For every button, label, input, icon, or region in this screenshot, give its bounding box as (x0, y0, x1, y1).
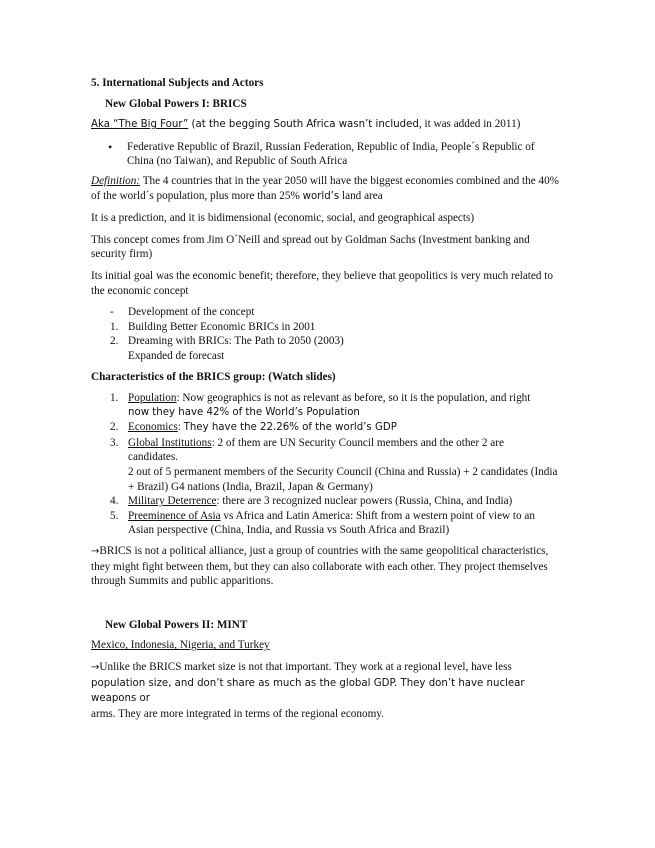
summary-text: BRICS is not a political alliance, just a group of countries with the same geopolitical characteristics, they might fight between them, but they can also collaborate with each other. They project themselves through Summits and public apparitions. (91, 545, 549, 588)
aka-rest-sans: (at the begging South Africa wasn’t included (188, 119, 419, 131)
brics-title: New Global Powers I: BRICS (105, 97, 247, 110)
list-marker: 1. (110, 320, 119, 333)
characteristics-title: Characteristics of the BRICS group: (Watch slides) (91, 370, 336, 383)
item-label: Military Deterrence (128, 495, 217, 508)
definition-text: The 4 countries that in the year 2050 will have the biggest economies combined and the 40% of the world´s population, plus more than 25% (91, 174, 559, 202)
list-item (91, 305, 561, 320)
item-text-sans: They have the 22.26% of the world’s GDP (183, 422, 397, 434)
item-label: Economics (128, 421, 178, 434)
list-item (91, 334, 561, 349)
item-continuation: Asian perspective (China, India, and Russia vs South Africa and Brazil) (128, 524, 450, 537)
definition-end: land area (339, 189, 383, 202)
aka-line (91, 117, 561, 133)
mint-line-3: arms. They are more integrated in terms of the regional economy. (91, 707, 384, 720)
list-marker: 3. (110, 436, 119, 449)
goal-paragraph: Its initial goal was the economic benefit; therefore, they believe that geopolitics is very much related to the economic concept (91, 269, 553, 297)
item-continuation: candidates. (128, 451, 179, 464)
list-marker: - (110, 306, 114, 319)
definition-sans: world’s (302, 190, 340, 202)
item-text: vs Africa and Latin America: Shift from a western point of view to an (220, 509, 535, 522)
item-text: : 2 of them are UN Security Council members and the other 2 are (211, 436, 504, 449)
list-item (91, 509, 561, 524)
concept-paragraph: This concept comes from Jim O´Neill and spread out by Goldman Sachs (Investment banking and security firm) (91, 233, 530, 261)
list-text: Development of the concept (128, 306, 255, 319)
list-marker: 2. (110, 335, 119, 348)
arrow-icon: → (91, 662, 100, 673)
aka-underlined: Aka “The Big Four” (91, 119, 189, 131)
item-label: Preeminence of Asia (128, 509, 221, 522)
mint-line-2: population size, and don’t share as much as the global GDP. They don’t have nuclear weapons or (91, 677, 525, 705)
brics-report-list (91, 305, 561, 363)
list-marker: 5. (110, 509, 119, 522)
list-continuation: Expanded de forecast (128, 349, 225, 362)
item-text: : there are 3 recognized nuclear powers (Russia, China, and India) (216, 495, 513, 508)
definition-paragraph (91, 174, 561, 204)
characteristics-list (91, 391, 561, 538)
mint-title: New Global Powers II: MINT (105, 618, 248, 631)
mint-paragraph (91, 660, 561, 721)
list-item (91, 494, 561, 509)
list-item (91, 320, 561, 335)
list-marker: 4. (110, 495, 119, 508)
list-item (91, 420, 561, 436)
list-text: Dreaming with BRICs: The Path to 2050 (2003) (128, 335, 344, 348)
mint-line-1: Unlike the BRICS market size is not that important. They work at a regional level, have less (99, 661, 512, 673)
document-page (91, 76, 561, 721)
item-label: Population (128, 392, 177, 405)
definition-label: Definition: (91, 174, 141, 187)
list-marker: 1. (110, 392, 119, 405)
item-text: : Now geographics is not as relevant as before, so it is the population, and right (176, 392, 531, 405)
mint-countries: Mexico, Indonesia, Nigeria, and Turkey (91, 639, 270, 652)
list-item (91, 391, 561, 406)
brics-summary (91, 544, 561, 589)
item-continuation: 2 out of 5 permanent members of the Security Council (China and Russia) + 2 candidates (India + Brazil) G4 nations (India, Brazil, Japan & Germany) (128, 466, 558, 493)
list-item (91, 436, 561, 451)
section-heading: 5. International Subjects and Actors (91, 77, 264, 89)
country-bullet-list (91, 140, 561, 169)
prediction-paragraph: It is a prediction, and it is bidimensional (economic, social, and geographical aspects) (91, 212, 475, 225)
aka-rest-serif: , it was added in 2011) (418, 118, 521, 131)
list-marker: 2. (110, 421, 119, 434)
arrow-icon: → (91, 546, 100, 558)
bullet-item: • Federative Republic of Brazil, Russian Federation, Republic of India, People´s Republic of China (no Taiwan), and Republic of South Africa (91, 140, 561, 169)
item-label: Global Institutions (128, 436, 212, 449)
item-text: : (177, 421, 184, 434)
item-continuation: now they have 42% of the World’s Population (128, 406, 360, 418)
list-text: Building Better Economic BRICs in 2001 (128, 320, 316, 333)
